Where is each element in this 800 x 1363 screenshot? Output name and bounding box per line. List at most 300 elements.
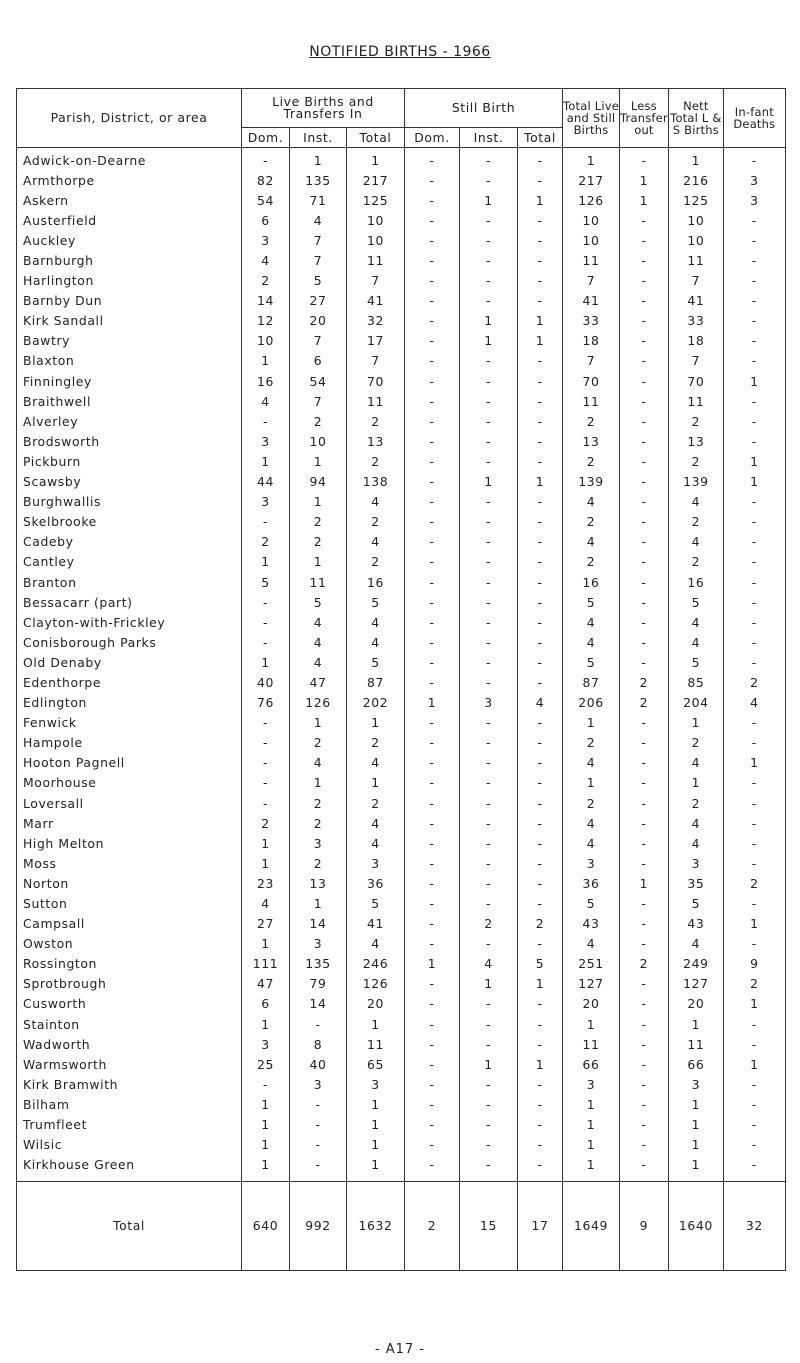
parish-name-cell: Blaxton	[17, 351, 242, 371]
value-cell: -	[460, 532, 518, 552]
table-row	[17, 954, 786, 974]
value-cell: -	[620, 893, 669, 913]
value-cell: 4	[668, 833, 723, 853]
parish-name-cell: Bessacarr (part)	[17, 592, 242, 612]
value-cell: -	[242, 612, 290, 632]
value-cell: 7	[347, 271, 405, 291]
value-cell: 1	[620, 873, 669, 893]
value-cell: 249	[668, 954, 723, 974]
value-cell: -	[620, 1074, 669, 1094]
table-row	[17, 431, 786, 451]
table-row	[17, 1094, 786, 1114]
table-row	[17, 351, 786, 371]
value-cell: -	[405, 733, 460, 753]
value-cell: -	[723, 331, 785, 351]
value-cell: -	[518, 793, 563, 813]
value-cell: 7	[347, 351, 405, 371]
value-cell: 2	[290, 733, 347, 753]
value-cell: 66	[668, 1054, 723, 1074]
value-cell: -	[405, 472, 460, 492]
value-cell: 1	[242, 934, 290, 954]
value-cell: 2	[668, 451, 723, 471]
table-row	[17, 1054, 786, 1074]
value-cell: -	[405, 612, 460, 632]
parish-name-cell: Harlington	[17, 271, 242, 291]
value-cell: 4	[347, 934, 405, 954]
value-cell: -	[405, 331, 460, 351]
value-cell: -	[460, 893, 518, 913]
parish-name-cell: Pickburn	[17, 451, 242, 471]
value-cell: -	[405, 914, 460, 934]
value-cell: 126	[290, 693, 347, 713]
value-cell: 4	[563, 612, 620, 632]
value-cell: -	[620, 713, 669, 733]
parish-name-cell: Hampole	[17, 733, 242, 753]
value-cell: -	[518, 652, 563, 672]
value-cell: 4	[242, 250, 290, 270]
value-cell: -	[723, 652, 785, 672]
value-cell: 11	[668, 1034, 723, 1054]
value-cell: 206	[563, 693, 620, 713]
header-total-live-still: Total Live and Still Births	[563, 89, 620, 148]
value-cell: 1	[563, 1115, 620, 1135]
value-cell: -	[460, 853, 518, 873]
value-cell: 1	[460, 1054, 518, 1074]
value-cell: 125	[347, 190, 405, 210]
parish-name-cell: Campsall	[17, 914, 242, 934]
value-cell: 2	[668, 411, 723, 431]
value-cell: 41	[347, 291, 405, 311]
value-cell: 2	[347, 552, 405, 572]
value-cell: -	[242, 632, 290, 652]
value-cell: -	[242, 1074, 290, 1094]
value-cell: -	[405, 451, 460, 471]
value-cell: 23	[242, 873, 290, 893]
value-cell: 76	[242, 693, 290, 713]
value-cell: 82	[242, 170, 290, 190]
parish-name-cell: Sutton	[17, 893, 242, 913]
table-row	[17, 612, 786, 632]
value-cell: -	[405, 632, 460, 652]
value-cell: 7	[668, 271, 723, 291]
value-cell: -	[460, 291, 518, 311]
value-cell: 4	[347, 492, 405, 512]
value-cell: -	[460, 1014, 518, 1034]
value-cell: -	[518, 351, 563, 371]
value-cell: 5	[290, 271, 347, 291]
value-cell: -	[518, 713, 563, 733]
value-cell: 35	[668, 873, 723, 893]
value-cell: -	[242, 773, 290, 793]
value-cell: 4	[563, 632, 620, 652]
parish-name-cell: Kirk Sandall	[17, 311, 242, 331]
value-cell: -	[405, 190, 460, 210]
value-cell: -	[620, 974, 669, 994]
value-cell: 11	[290, 572, 347, 592]
value-cell: -	[460, 632, 518, 652]
value-cell: -	[620, 230, 669, 250]
value-cell: -	[460, 391, 518, 411]
value-cell: -	[620, 652, 669, 672]
value-cell: -	[405, 1155, 460, 1182]
value-cell: -	[723, 793, 785, 813]
value-cell: 2	[563, 451, 620, 471]
value-cell: -	[242, 512, 290, 532]
value-cell: 11	[563, 250, 620, 270]
table-row	[17, 291, 786, 311]
value-cell: -	[405, 974, 460, 994]
value-cell: -	[405, 1074, 460, 1094]
header-nett-total: Nett Total L & S Births	[668, 89, 723, 148]
value-cell: -	[620, 773, 669, 793]
value-cell: 1	[242, 652, 290, 672]
table-row	[17, 492, 786, 512]
value-cell: 2	[563, 411, 620, 431]
value-cell: 2	[242, 532, 290, 552]
total-value-cell: 640	[242, 1181, 290, 1270]
table-row	[17, 311, 786, 331]
value-cell: 1	[668, 713, 723, 733]
value-cell: -	[620, 934, 669, 954]
value-cell: 138	[347, 472, 405, 492]
value-cell: 1	[563, 1135, 620, 1155]
value-cell: 14	[290, 994, 347, 1014]
value-cell: 10	[347, 230, 405, 250]
header-live-births: Live Births and Transfers In	[242, 89, 405, 128]
value-cell: -	[405, 713, 460, 733]
table-row	[17, 210, 786, 230]
value-cell: 1	[242, 1155, 290, 1182]
value-cell: -	[723, 391, 785, 411]
table-row	[17, 391, 786, 411]
value-cell: 4	[347, 532, 405, 552]
table-row	[17, 1074, 786, 1094]
value-cell: -	[723, 1094, 785, 1114]
value-cell: -	[405, 853, 460, 873]
value-cell: -	[723, 311, 785, 331]
value-cell: -	[460, 592, 518, 612]
value-cell: -	[518, 572, 563, 592]
table-row	[17, 672, 786, 692]
value-cell: -	[460, 230, 518, 250]
value-cell: 1	[242, 1115, 290, 1135]
parish-name-cell: Auckley	[17, 230, 242, 250]
value-cell: -	[518, 1094, 563, 1114]
value-cell: -	[620, 552, 669, 572]
value-cell: 18	[668, 331, 723, 351]
table-row	[17, 733, 786, 753]
value-cell: -	[460, 713, 518, 733]
value-cell: -	[518, 451, 563, 471]
value-cell: -	[620, 532, 669, 552]
value-cell: -	[723, 1115, 785, 1135]
value-cell: -	[620, 411, 669, 431]
value-cell: 79	[290, 974, 347, 994]
value-cell: -	[460, 210, 518, 230]
value-cell: -	[290, 1094, 347, 1114]
value-cell: 1	[563, 713, 620, 733]
value-cell: 1	[518, 311, 563, 331]
value-cell: -	[620, 1094, 669, 1114]
value-cell: -	[460, 431, 518, 451]
value-cell: -	[460, 271, 518, 291]
value-cell: 44	[242, 472, 290, 492]
table-row	[17, 833, 786, 853]
value-cell: -	[620, 592, 669, 612]
value-cell: 1	[347, 713, 405, 733]
value-cell: -	[242, 793, 290, 813]
value-cell: 41	[563, 291, 620, 311]
value-cell: 1	[723, 753, 785, 773]
value-cell: -	[620, 210, 669, 230]
value-cell: 1	[347, 1014, 405, 1034]
value-cell: 13	[347, 431, 405, 451]
value-cell: -	[723, 733, 785, 753]
value-cell: 4	[563, 934, 620, 954]
table-row	[17, 572, 786, 592]
header-less-transfer: Less Transfer out	[620, 89, 669, 148]
value-cell: -	[460, 492, 518, 512]
value-cell: -	[723, 1135, 785, 1155]
value-cell: 1	[290, 492, 347, 512]
table-row	[17, 472, 786, 492]
value-cell: 17	[347, 331, 405, 351]
value-cell: -	[518, 672, 563, 692]
value-cell: 9	[723, 954, 785, 974]
value-cell: -	[620, 1014, 669, 1034]
value-cell: -	[723, 552, 785, 572]
value-cell: -	[405, 873, 460, 893]
value-cell: 11	[563, 1034, 620, 1054]
table-row	[17, 230, 786, 250]
total-row	[17, 1181, 786, 1270]
value-cell: 2	[290, 532, 347, 552]
value-cell: -	[620, 431, 669, 451]
value-cell: 10	[242, 331, 290, 351]
value-cell: 2	[620, 672, 669, 692]
value-cell: 1	[460, 311, 518, 331]
value-cell: 3	[242, 431, 290, 451]
parish-name-cell: Wilsic	[17, 1135, 242, 1155]
value-cell: -	[518, 170, 563, 190]
value-cell: -	[620, 391, 669, 411]
value-cell: -	[405, 1054, 460, 1074]
value-cell: 127	[563, 974, 620, 994]
value-cell: -	[518, 1014, 563, 1034]
value-cell: 5	[563, 652, 620, 672]
value-cell: 10	[290, 431, 347, 451]
value-cell: 204	[668, 693, 723, 713]
value-cell: -	[460, 170, 518, 190]
value-cell: -	[460, 572, 518, 592]
value-cell: -	[460, 753, 518, 773]
parish-name-cell: Conisborough Parks	[17, 632, 242, 652]
value-cell: -	[518, 934, 563, 954]
value-cell: 4	[347, 833, 405, 853]
value-cell: 4	[668, 612, 723, 632]
value-cell: 2	[668, 512, 723, 532]
value-cell: 4	[290, 753, 347, 773]
value-cell: 2	[563, 552, 620, 572]
value-cell: -	[460, 773, 518, 793]
value-cell: 4	[347, 632, 405, 652]
value-cell: -	[460, 873, 518, 893]
value-cell: 2	[668, 552, 723, 572]
value-cell: -	[620, 492, 669, 512]
parish-name-cell: Brodsworth	[17, 431, 242, 451]
value-cell: 43	[563, 914, 620, 934]
table-row	[17, 371, 786, 391]
value-cell: -	[242, 733, 290, 753]
value-cell: 2	[290, 793, 347, 813]
value-cell: 4	[518, 693, 563, 713]
value-cell: 85	[668, 672, 723, 692]
value-cell: 11	[563, 391, 620, 411]
parish-name-cell: Marr	[17, 813, 242, 833]
value-cell: 1	[563, 148, 620, 171]
value-cell: 2	[290, 813, 347, 833]
value-cell: 5	[668, 893, 723, 913]
value-cell: 2	[563, 733, 620, 753]
value-cell: 4	[347, 612, 405, 632]
value-cell: 1	[290, 552, 347, 572]
value-cell: -	[518, 230, 563, 250]
value-cell: 87	[347, 672, 405, 692]
total-value-cell: 1632	[347, 1181, 405, 1270]
value-cell: 1	[518, 974, 563, 994]
value-cell: -	[723, 271, 785, 291]
table-row	[17, 773, 786, 793]
parish-name-cell: Moorhouse	[17, 773, 242, 793]
value-cell: -	[723, 532, 785, 552]
value-cell: -	[723, 713, 785, 733]
value-cell: -	[460, 1155, 518, 1182]
table-row	[17, 934, 786, 954]
parish-name-cell: Rossington	[17, 954, 242, 974]
value-cell: 1	[242, 833, 290, 853]
value-cell: 27	[242, 914, 290, 934]
parish-name-cell: Stainton	[17, 1014, 242, 1034]
value-cell: -	[405, 271, 460, 291]
value-cell: -	[518, 512, 563, 532]
table-row	[17, 753, 786, 773]
value-cell: -	[405, 148, 460, 171]
value-cell: -	[723, 431, 785, 451]
parish-name-cell: Braithwell	[17, 391, 242, 411]
value-cell: -	[723, 148, 785, 171]
value-cell: 71	[290, 190, 347, 210]
value-cell: 47	[242, 974, 290, 994]
parish-name-cell: Cadeby	[17, 532, 242, 552]
value-cell: -	[620, 572, 669, 592]
value-cell: 7	[563, 271, 620, 291]
table-row	[17, 914, 786, 934]
value-cell: 54	[242, 190, 290, 210]
table-body	[17, 148, 786, 1182]
value-cell: 139	[563, 472, 620, 492]
value-cell: 70	[668, 371, 723, 391]
parish-name-cell: Kirk Bramwith	[17, 1074, 242, 1094]
value-cell: -	[405, 170, 460, 190]
value-cell: -	[518, 291, 563, 311]
value-cell: -	[405, 492, 460, 512]
value-cell: -	[460, 1115, 518, 1135]
parish-name-cell: Barnby Dun	[17, 291, 242, 311]
value-cell: 4	[460, 954, 518, 974]
value-cell: 14	[242, 291, 290, 311]
value-cell: -	[518, 1155, 563, 1182]
value-cell: -	[290, 1115, 347, 1135]
value-cell: 1	[290, 893, 347, 913]
value-cell: 2	[723, 672, 785, 692]
value-cell: 16	[347, 572, 405, 592]
value-cell: -	[518, 994, 563, 1014]
page-title: NOTIFIED BIRTHS - 1966	[309, 44, 491, 60]
value-cell: 5	[668, 652, 723, 672]
value-cell: 4	[668, 632, 723, 652]
value-cell: -	[518, 833, 563, 853]
value-cell: -	[460, 1034, 518, 1054]
value-cell: 2	[347, 733, 405, 753]
value-cell: 126	[347, 974, 405, 994]
value-cell: -	[620, 371, 669, 391]
value-cell: 1	[242, 853, 290, 873]
value-cell: -	[518, 271, 563, 291]
value-cell: -	[723, 1014, 785, 1034]
value-cell: 111	[242, 954, 290, 974]
value-cell: 16	[668, 572, 723, 592]
value-cell: 127	[668, 974, 723, 994]
value-cell: -	[405, 1034, 460, 1054]
value-cell: 246	[347, 954, 405, 974]
value-cell: 1	[290, 451, 347, 471]
table-row	[17, 170, 786, 190]
header-still-birth: Still Birth	[405, 89, 563, 128]
value-cell: 1	[723, 472, 785, 492]
value-cell: -	[460, 793, 518, 813]
parish-name-cell: Warmsworth	[17, 1054, 242, 1074]
table-row	[17, 1135, 786, 1155]
value-cell: 1	[723, 451, 785, 471]
value-cell: -	[460, 451, 518, 471]
value-cell: -	[405, 652, 460, 672]
value-cell: -	[723, 210, 785, 230]
value-cell: 1	[347, 773, 405, 793]
value-cell: 3	[290, 1074, 347, 1094]
table-row	[17, 592, 786, 612]
value-cell: 217	[347, 170, 405, 190]
value-cell: 40	[290, 1054, 347, 1074]
table-row	[17, 693, 786, 713]
value-cell: -	[460, 512, 518, 532]
value-cell: 16	[563, 572, 620, 592]
value-cell: -	[723, 612, 785, 632]
value-cell: -	[518, 250, 563, 270]
value-cell: 1	[242, 552, 290, 572]
value-cell: -	[242, 148, 290, 171]
value-cell: -	[723, 893, 785, 913]
value-cell: 4	[242, 893, 290, 913]
value-cell: 4	[668, 813, 723, 833]
value-cell: -	[620, 311, 669, 331]
value-cell: 16	[242, 371, 290, 391]
value-cell: 6	[290, 351, 347, 371]
value-cell: 7	[668, 351, 723, 371]
value-cell: 3	[668, 1074, 723, 1094]
value-cell: 7	[290, 331, 347, 351]
value-cell: -	[723, 512, 785, 532]
value-cell: 5	[563, 592, 620, 612]
